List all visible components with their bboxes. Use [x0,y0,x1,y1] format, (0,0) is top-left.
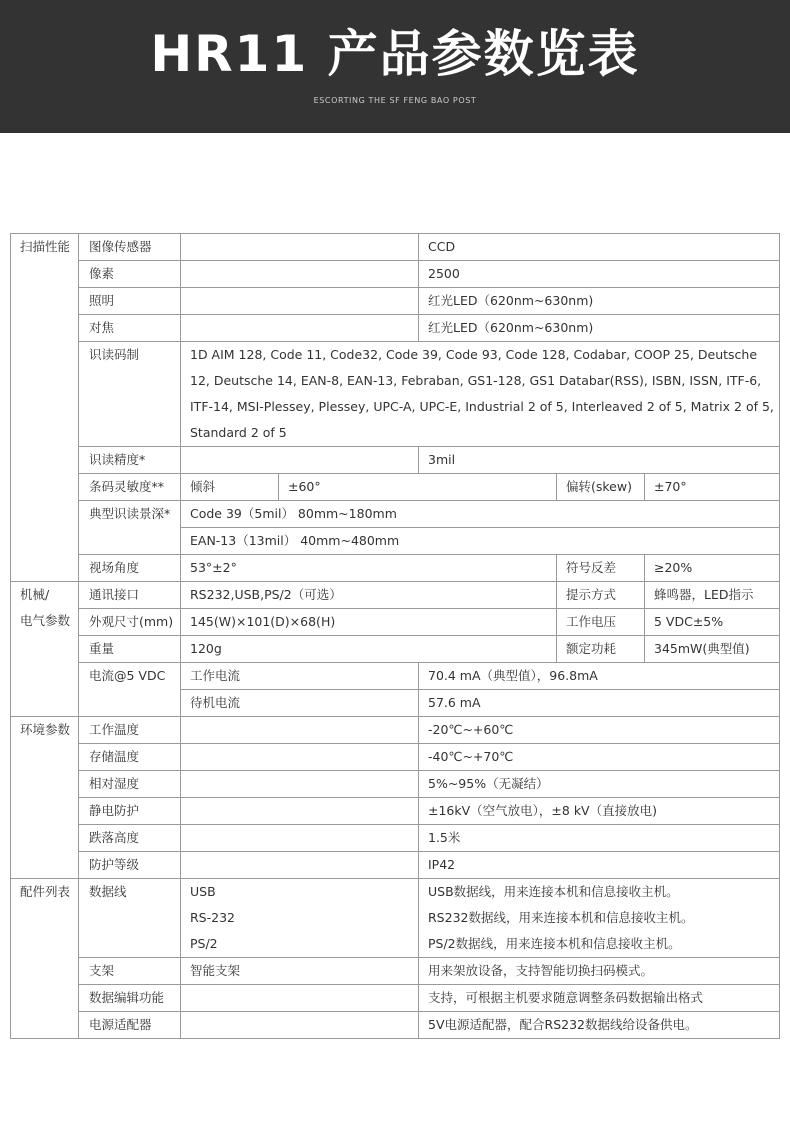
spec-value: 5%~95%（无凝结） [419,771,780,798]
cable-description: RS232数据线，用来连接本机和信息接收主机。 [428,910,694,925]
spec-value: EAN-13（13mil） 40mm~480mm [181,528,780,555]
table-row [11,879,780,958]
spec-value: IP42 [419,852,780,879]
spec-value: -40℃~+70℃ [419,744,780,771]
spec-label: 支架 [79,958,181,985]
spec-sublabel: 待机电流 [181,690,419,717]
empty-cell [181,447,419,474]
spec-label: 通讯接口 [79,582,181,609]
cable-type: RS-232 [190,910,235,925]
table-row [11,825,780,852]
spec-value: ±70° [645,474,780,501]
empty-cell [181,771,419,798]
spec-label: 电流@5 VDC [79,663,181,717]
empty-cell [181,717,419,744]
table-row [11,1012,780,1039]
spec-label: 识读码制 [79,342,181,447]
empty-cell [181,315,419,342]
spec-sublabel: 倾斜 [181,474,279,501]
table-row [11,636,780,663]
table-row [11,717,780,744]
cable-type: USB [190,884,216,899]
spec-label: 存储温度 [79,744,181,771]
spec-value: ±60° [279,474,557,501]
spec-value: 5 VDC±5% [645,609,780,636]
spec-value: 1.5米 [419,825,780,852]
cable-type: PS/2 [190,936,218,951]
table-row [11,958,780,985]
spec-value: 2500 [419,261,780,288]
table-row [11,234,780,261]
table-row [11,985,780,1012]
spec-value: 70.4 mA（典型值），96.8mA [419,663,780,690]
category-environment: 环境参数 [11,717,79,879]
spec-value: 53°±2° [181,555,557,582]
spec-label: 跌落高度 [79,825,181,852]
spec-value: 5V电源适配器，配合RS232数据线给设备供电。 [419,1012,780,1039]
category-accessories: 配件列表 [11,879,79,1039]
category-scan: 扫描性能 [11,234,79,582]
table-row [11,852,780,879]
spec-value: 145(W)×101(D)×68(H) [181,609,557,636]
empty-cell [181,261,419,288]
category-mechanical-line2: 电气参数 [20,613,71,628]
spec-value: 智能支架 [181,958,419,985]
spec-value: ±16kV（空气放电），±8 kV（直接放电) [419,798,780,825]
table-row [11,663,780,690]
spec-sublabel: 偏转(skew) [557,474,645,501]
spec-label: 照明 [79,288,181,315]
spec-value: 3mil [419,447,780,474]
spec-table [10,233,780,1039]
table-row [11,609,780,636]
category-mechanical [11,582,79,717]
spec-label: 防护等级 [79,852,181,879]
empty-cell [181,234,419,261]
spec-value: 345mW(典型值) [645,636,780,663]
spec-value: 57.6 mA [419,690,780,717]
spec-label: 像素 [79,261,181,288]
cable-descriptions [419,879,780,958]
spec-value: 支持，可根据主机要求随意调整条码数据输出格式 [419,985,780,1012]
table-row [11,501,780,528]
spec-label: 相对湿度 [79,771,181,798]
empty-cell [181,852,419,879]
spec-value: Code 39（5mil） 80mm~180mm [181,501,780,528]
table-row [11,342,780,447]
spec-value: 蜂鸣器，LED指示 [645,582,780,609]
spec-label: 电源适配器 [79,1012,181,1039]
spec-label: 图像传感器 [79,234,181,261]
spec-label: 重量 [79,636,181,663]
spec-value: ≥20% [645,555,780,582]
cable-description: USB数据线，用来连接本机和信息接收主机。 [428,884,679,899]
spec-label: 静电防护 [79,798,181,825]
category-mechanical-line1: 机械/ [20,587,50,602]
table-row [11,798,780,825]
empty-cell [181,985,419,1012]
table-row [11,315,780,342]
page-header [0,0,790,133]
page-subtitle: ESCORTING THE SF FENG BAO POST [313,96,477,105]
empty-cell [181,1012,419,1039]
spec-label: 典型识读景深* [79,501,181,555]
spec-label: 数据线 [79,879,181,958]
spec-value: RS232,USB,PS/2（可选） [181,582,557,609]
spec-value: 红光LED（620nm~630nm) [419,288,780,315]
spec-label: 条码灵敏度** [79,474,181,501]
spec-sublabel: 工作电压 [557,609,645,636]
spec-value: 红光LED（620nm~630nm) [419,315,780,342]
spec-value: 用来架放设备，支持智能切换扫码模式。 [419,958,780,985]
table-row [11,288,780,315]
table-row [11,771,780,798]
spec-label: 工作温度 [79,717,181,744]
spec-sublabel: 额定功耗 [557,636,645,663]
spec-value: -20℃~+60℃ [419,717,780,744]
table-row [11,555,780,582]
empty-cell [181,744,419,771]
spec-label: 视场角度 [79,555,181,582]
spec-sublabel: 符号反差 [557,555,645,582]
spec-label: 对焦 [79,315,181,342]
table-row [11,261,780,288]
spec-label: 识读精度* [79,447,181,474]
table-row [11,744,780,771]
spec-sublabel: 工作电流 [181,663,419,690]
empty-cell [181,288,419,315]
table-row [11,474,780,501]
table-row [11,582,780,609]
table-row [11,447,780,474]
page-title: HR11 产品参数览表 [150,25,640,83]
spec-label: 数据编辑功能 [79,985,181,1012]
spec-label: 外观尺寸(mm) [79,609,181,636]
symbologies-value: 1D AIM 128, Code 11, Code32, Code 39, Code 93, Code 128, Codabar, COOP 25, Deutsche 12, Deutsche 14, EAN-8, EAN-13, Febraban, GS1-128, GS1 Databar(RSS), ISBN, ISSN, ITF-6, ITF-14, MSI-Plessey, Plessey, UPC-A, UPC-E, Industrial 2 of 5, Interleaved 2 of 5, Matrix 2 of 5, Standard 2 of 5 [181,342,780,447]
cable-types [181,879,419,958]
spec-sublabel: 提示方式 [557,582,645,609]
empty-cell [181,825,419,852]
spec-value: CCD [419,234,780,261]
spec-value: 120g [181,636,557,663]
empty-cell [181,798,419,825]
cable-description: PS/2数据线，用来连接本机和信息接收主机。 [428,936,681,951]
